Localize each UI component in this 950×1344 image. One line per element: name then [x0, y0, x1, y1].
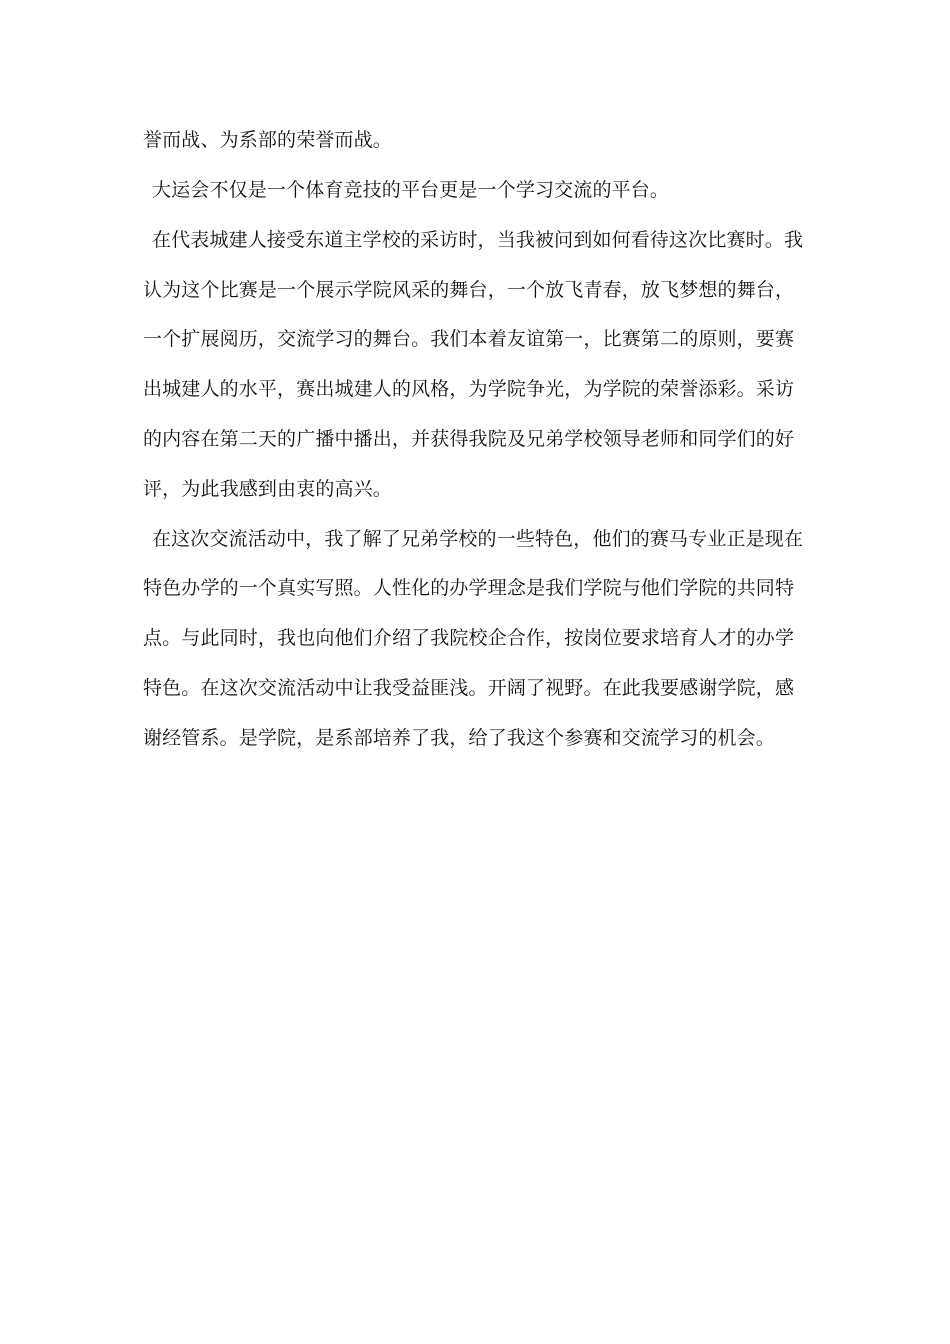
text-line: 点。与此同时，我也向他们介绍了我院校企合作，按岗位要求培育人才的办学	[143, 627, 795, 649]
text-line: 的内容在第二天的广播中播出，并获得我院及兄弟学校领导老师和同学们的好	[143, 428, 795, 450]
text-line: 一个扩展阅历，交流学习的舞台。我们本着友谊第一，比赛第二的原则，要赛	[143, 328, 795, 350]
paragraph-start-line: 大运会不仅是一个体育竞技的平台更是一个学习交流的平台。	[152, 179, 670, 201]
text-line: 评，为此我感到由衷的高兴。	[143, 478, 392, 500]
text-line: 誉而战、为系部的荣誉而战。	[143, 129, 392, 151]
text-line: 谢经管系。是学院，是系部培养了我，给了我这个参赛和交流学习的机会。	[143, 727, 775, 749]
paragraph-start-line: 在代表城建人接受东道主学校的采访时，当我被问到如何看待这次比赛时。我	[152, 229, 804, 251]
text-line: 认为这个比赛是一个展示学院风采的舞台，一个放飞青春，放飞梦想的舞台，	[143, 279, 795, 301]
text-line: 出城建人的水平，赛出城建人的风格，为学院争光，为学院的荣誉添彩。采访	[143, 378, 795, 400]
paragraph-start-line: 在这次交流活动中，我了解了兄弟学校的一些特色，他们的赛马专业正是现在	[152, 528, 804, 550]
text-line: 特色。在这次交流活动中让我受益匪浅。开阔了视野。在此我要感谢学院，感	[143, 677, 795, 699]
text-line: 特色办学的一个真实写照。人性化的办学理念是我们学院与他们学院的共同特	[143, 577, 795, 599]
